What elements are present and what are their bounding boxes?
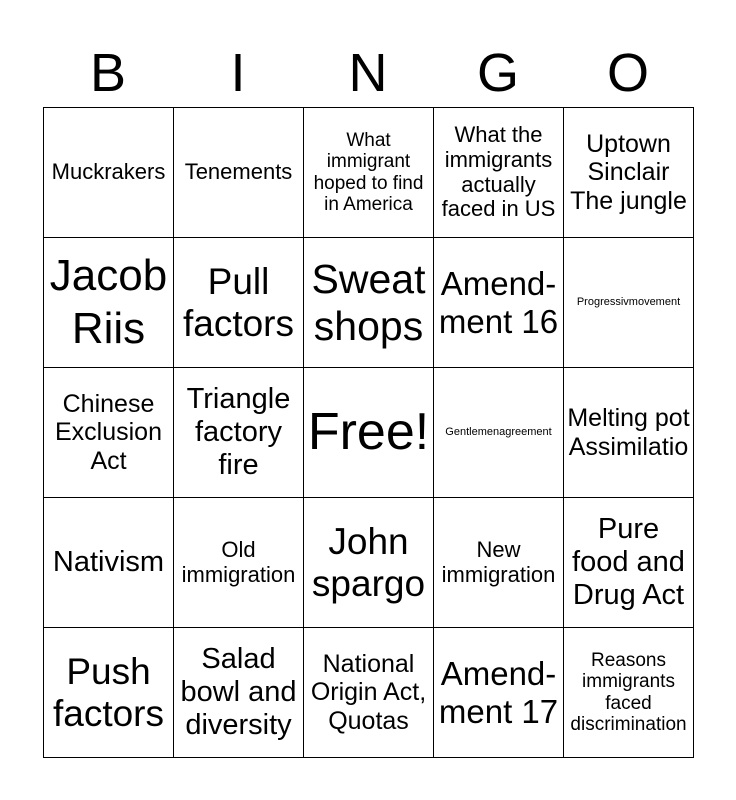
bingo-cell[interactable]: Pull factors [174,238,304,368]
bingo-cell[interactable]: Sweat shops [304,238,434,368]
bingo-cell[interactable]: New immigration [434,498,564,628]
header-letter-g: G [476,43,519,103]
free-space-cell[interactable]: Free! [304,368,434,498]
bingo-cell[interactable]: Melting pot Assimilatio [564,368,694,498]
bingo-cell[interactable]: Uptown Sinclair The jungle [564,108,694,238]
bingo-cell[interactable]: What immigrant hoped to find in America [304,108,434,238]
bingo-cell[interactable]: Amend-ment 16 [434,238,564,368]
bingo-cell[interactable]: Nativism [44,498,174,628]
bingo-cell[interactable]: Reasons immigrants faced discrimination [564,628,694,758]
bingo-cell[interactable]: John spargo [304,498,434,628]
bingo-cell[interactable]: Muckrakers [44,108,174,238]
header-letter-i: I [230,43,246,103]
bingo-cell[interactable]: Old immigration [174,498,304,628]
bingo-board [43,107,694,758]
bingo-header [43,40,693,106]
header-letter-b: B [89,43,127,103]
bingo-cell[interactable]: Progressivmovement [564,238,694,368]
header-letter-n: N [348,43,388,103]
bingo-cell[interactable]: Amend-ment 17 [434,628,564,758]
bingo-cell[interactable]: Tenements [174,108,304,238]
bingo-cell[interactable]: Chinese Exclusion Act [44,368,174,498]
bingo-cell[interactable]: Gentlemenagreement [434,368,564,498]
bingo-cell[interactable]: National Origin Act, Quotas [304,628,434,758]
header-letter-o: O [606,43,649,103]
bingo-cell[interactable]: Jacob Riis [44,238,174,368]
bingo-cell[interactable]: Triangle factory fire [174,368,304,498]
bingo-cell[interactable]: Salad bowl and diversity [174,628,304,758]
bingo-cell[interactable]: What the immigrants actually faced in US [434,108,564,238]
bingo-cell[interactable]: Push factors [44,628,174,758]
bingo-cell[interactable]: Pure food and Drug Act [564,498,694,628]
